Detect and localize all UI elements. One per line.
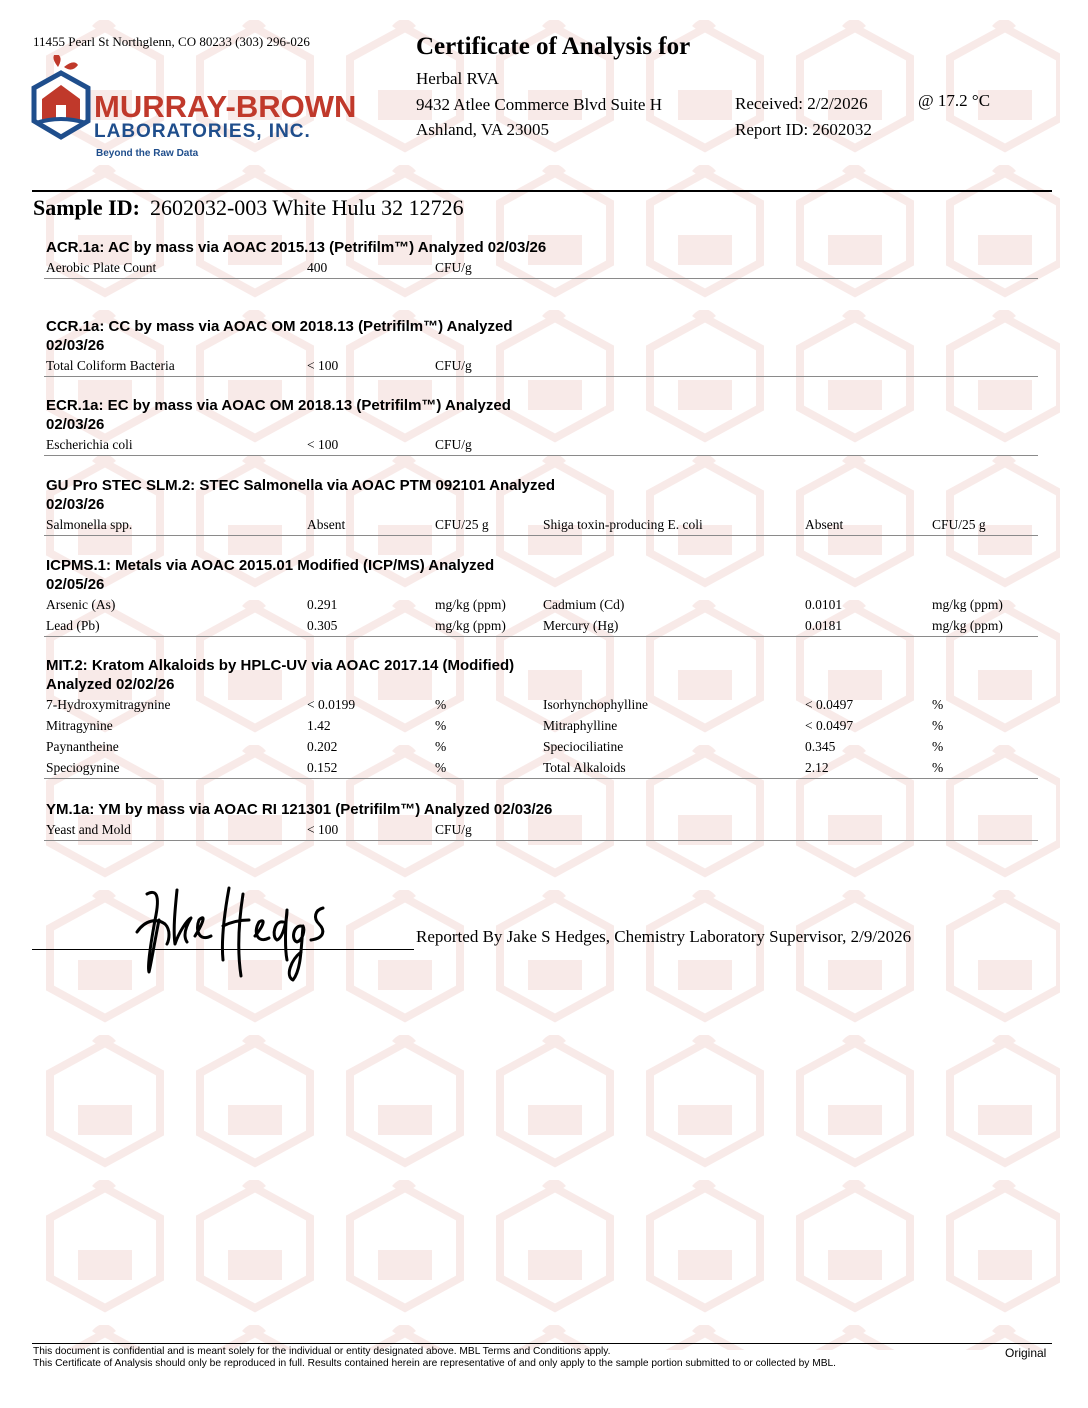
analyte-name: 7-Hydroxymitragynine (46, 697, 171, 712)
analyte-unit: % (435, 697, 447, 712)
result-row (44, 594, 1038, 615)
section-heading: GU Pro STEC SLM.2: STEC Salmonella via AOAC PTM 092101 Analyzed 02/03/26 (46, 477, 556, 513)
result-row (44, 819, 1038, 840)
analyte-result: 0.0181 (805, 618, 843, 633)
result-row (44, 355, 1038, 376)
sample-id-line (33, 195, 464, 221)
analyte-unit: % (932, 718, 944, 733)
certificate-title: Certificate of Analysis for (416, 33, 691, 60)
analyte-unit: % (435, 760, 447, 775)
analyte-result: < 100 (307, 437, 339, 452)
report-id: Report ID: 2602032 (735, 119, 872, 139)
analyte-name: Arsenic (As) (46, 597, 116, 612)
lab-name-line1: MURRAY-BROWN (94, 89, 357, 124)
analyte-unit: CFU/g (435, 260, 472, 275)
result-row (44, 757, 1038, 778)
document-status: Original (1005, 1346, 1047, 1360)
reported-by: Reported By Jake S Hedges, Chemistry Laboratory Supervisor, 2/9/2026 (416, 927, 912, 946)
section-heading: MIT.2: Kratom Alkaloids by HPLC-UV via AOAC 2017.14 (Modified) Analyzed 02/02/26 (46, 657, 515, 693)
result-row (44, 514, 1038, 535)
section-stec (44, 466, 1038, 536)
analyte-result: < 0.0497 (805, 718, 854, 733)
section-ecr (44, 386, 1038, 456)
sample-id-value: 2602032-003 White Hulu 32 12726 (149, 195, 464, 220)
signature-line (32, 949, 414, 950)
analyte-name: Lead (Pb) (46, 618, 100, 633)
lab-address: 11455 Pearl St Northglenn, CO 80233 (303) 296-026 (33, 34, 310, 49)
analyte-name: Mitraphylline (543, 718, 618, 733)
analyte-result: 0.202 (307, 739, 338, 754)
analyte-result: 400 (307, 260, 328, 275)
result-row (44, 434, 1038, 455)
section-yeast-mold (44, 790, 1038, 841)
lab-logo (28, 55, 358, 165)
analyte-name: Cadmium (Cd) (543, 597, 625, 612)
analyte-result: 1.42 (307, 718, 331, 733)
analyte-unit: CFU/g (435, 358, 472, 373)
lab-tagline: Beyond the Raw Data (96, 148, 199, 159)
analyte-name: Total Coliform Bacteria (46, 358, 175, 373)
analyte-unit: % (932, 760, 944, 775)
result-row (44, 257, 1038, 278)
analyte-unit: CFU/g (435, 437, 472, 452)
lab-name-line2: LABORATORIES, INC. (94, 121, 311, 142)
section-ccr (44, 307, 1038, 377)
analyte-name: Isorhynchophylline (543, 697, 648, 712)
analyte-result: < 100 (307, 822, 339, 837)
analyte-result: 0.291 (307, 597, 338, 612)
client-address-line1: 9432 Atlee Commerce Blvd Suite H (416, 94, 662, 114)
footer-line2: This Certificate of Analysis should only be reproduced in full. Results contained herein are representative of and only apply to the sample portion submitted to or collected by MBL. (33, 1357, 836, 1369)
analyte-name: Speciociliatine (543, 739, 624, 754)
analyte-unit: % (932, 697, 944, 712)
footer-disclaimer (33, 1346, 836, 1369)
analyte-result: 0.305 (307, 618, 338, 633)
section-heading: ACR.1a: AC by mass via AOAC 2015.13 (Petrifilm™) Analyzed 02/03/26 (46, 239, 547, 256)
header-divider (32, 190, 1052, 192)
analyte-name: Escherichia coli (46, 437, 133, 452)
analyte-unit: % (435, 718, 447, 733)
analyte-result: < 0.0497 (805, 697, 854, 712)
footer-divider (32, 1343, 1052, 1344)
analyte-result: 0.152 (307, 760, 338, 775)
analyte-name: Mercury (Hg) (543, 618, 619, 633)
result-row (44, 715, 1038, 736)
analyte-unit: mg/kg (ppm) (932, 597, 1003, 612)
analyte-result: < 0.0199 (307, 697, 356, 712)
received-temperature: @ 17.2 °C (918, 91, 991, 110)
received-date: Received: 2/2/2026 (735, 94, 868, 113)
client-name: Herbal RVA (416, 69, 499, 88)
handwritten-signature (125, 880, 335, 985)
section-acr (44, 228, 1038, 279)
result-row (44, 736, 1038, 757)
analyte-result: Absent (805, 517, 844, 532)
section-heading: ECR.1a: EC by mass via AOAC OM 2018.13 (Petrifilm™) Analyzed 02/03/26 (46, 397, 511, 433)
analyte-unit: % (932, 739, 944, 754)
analyte-name: Speciogynine (46, 760, 120, 775)
analyte-result: < 100 (307, 358, 339, 373)
analyte-name: Total Alkaloids (543, 760, 626, 775)
analyte-unit: CFU/g (435, 822, 472, 837)
analyte-result: 2.12 (805, 760, 829, 775)
analyte-unit: mg/kg (ppm) (932, 618, 1003, 633)
analyte-unit: mg/kg (ppm) (435, 618, 506, 633)
analyte-name: Paynantheine (46, 739, 119, 754)
sample-id-label: Sample ID: (33, 195, 140, 220)
receipt-block (735, 91, 872, 142)
analyte-result: 0.0101 (805, 597, 843, 612)
analyte-unit: CFU/25 g (932, 517, 986, 532)
analyte-unit: % (435, 739, 447, 754)
section-metals (44, 546, 1038, 637)
section-heading: ICPMS.1: Metals via AOAC 2015.01 Modified (ICP/MS) Analyzed 02/05/26 (46, 557, 495, 593)
footer-line1: This document is confidential and is meant solely for the individual or entity designated above. MBL Terms and Conditions apply. (33, 1346, 611, 1357)
result-row (44, 615, 1038, 636)
analyte-name: Mitragynine (46, 718, 113, 733)
client-block (416, 66, 662, 143)
section-alkaloids (44, 646, 1038, 779)
result-row (44, 694, 1038, 715)
analyte-name: Aerobic Plate Count (46, 260, 157, 275)
client-address-line2: Ashland, VA 23005 (416, 120, 550, 139)
section-heading: CCR.1a: CC by mass via AOAC OM 2018.13 (Petrifilm™) Analyzed 02/03/26 (46, 318, 513, 354)
analyte-result: Absent (307, 517, 346, 532)
analyte-unit: CFU/25 g (435, 517, 489, 532)
analyte-unit: mg/kg (ppm) (435, 597, 506, 612)
section-heading: YM.1a: YM by mass via AOAC RI 121301 (Petrifilm™) Analyzed 02/03/26 (46, 801, 553, 818)
analyte-name: Yeast and Mold (46, 822, 131, 837)
analyte-name: Salmonella spp. (46, 517, 133, 532)
analyte-result: 0.345 (805, 739, 836, 754)
analyte-name: Shiga toxin-producing E. coli (543, 517, 703, 532)
